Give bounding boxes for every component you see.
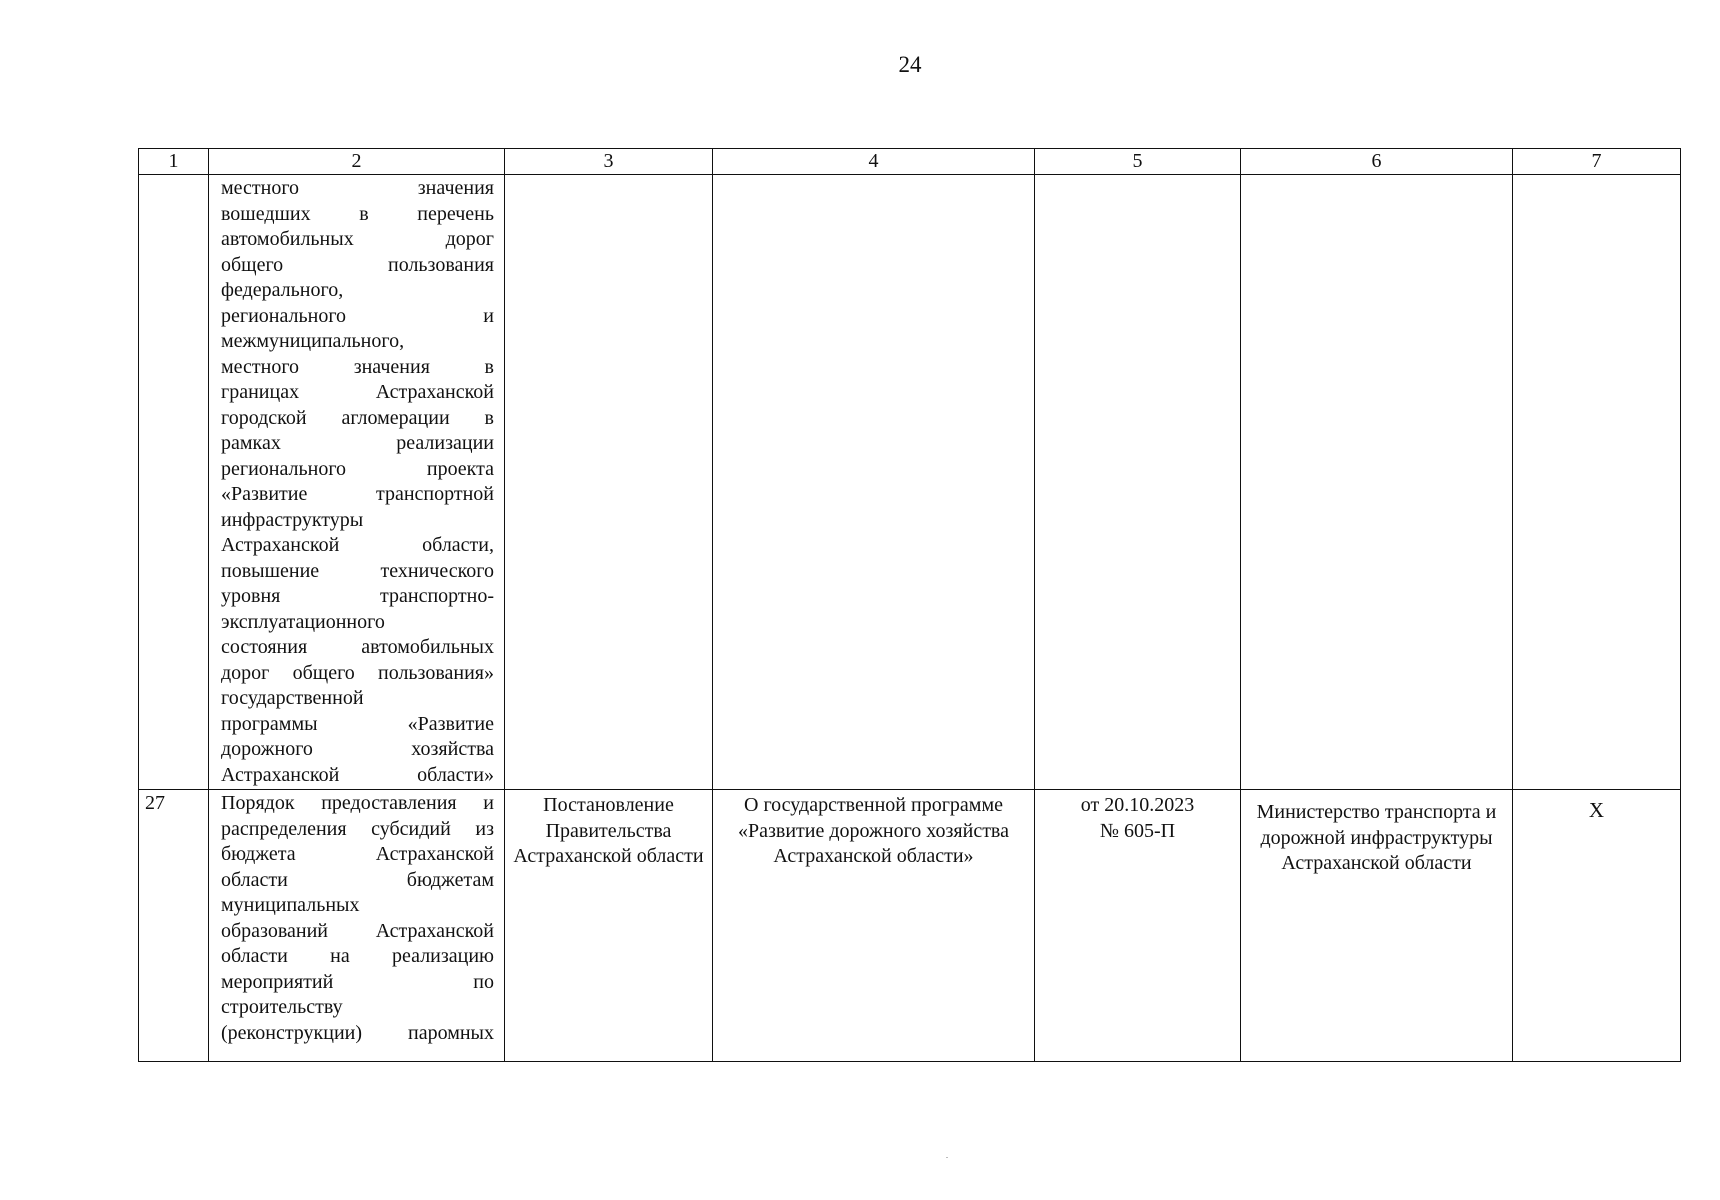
- cell-executor: Министерство транспорта и дорожной инфраструктуры Астраханской области: [1241, 790, 1513, 1062]
- description-line: (реконструкции) паромных: [221, 1021, 494, 1044]
- description-line: дорожного хозяйства: [221, 738, 494, 760]
- cell-doc-type: [505, 175, 713, 790]
- description-line: Порядок предоставления и: [221, 792, 494, 814]
- cell-doc-date: [1035, 175, 1241, 790]
- cell-mark: Х: [1513, 790, 1681, 1062]
- header-col-2: 2: [209, 149, 505, 175]
- description-line: программы «Развитие: [221, 712, 494, 735]
- header-col-3: 3: [505, 149, 713, 175]
- cell-number: [139, 175, 209, 790]
- description-line: вошедших в перечень: [221, 202, 494, 225]
- table-row-27: [139, 790, 1681, 1062]
- description-line: дорог общего пользования»: [221, 661, 494, 684]
- cell-doc-title: О государственной программе «Развитие дорожного хозяйства Астраханской области»: [713, 790, 1035, 1062]
- header-col-5: 5: [1035, 149, 1241, 175]
- description-line: автомобильных дорог: [221, 228, 494, 250]
- header-row: [139, 149, 1681, 175]
- description-line: общего пользования: [221, 253, 494, 276]
- description-line: эксплуатационного: [221, 610, 385, 633]
- table-row-continuation: [139, 175, 1681, 790]
- cell-description: [209, 175, 505, 790]
- doc-number: № 605-П: [1099, 819, 1176, 842]
- description-line: распределения субсидий из: [221, 817, 494, 840]
- description-line: местного значения в: [221, 355, 494, 378]
- document-table: [138, 148, 1681, 1062]
- scan-speck: [946, 1157, 948, 1158]
- header-col-4: 4: [713, 149, 1035, 175]
- description-line: муниципальных: [221, 894, 360, 916]
- cell-number: 27: [139, 790, 209, 1062]
- description-line: местного значения: [221, 177, 494, 199]
- description-line: границах Астраханской: [221, 381, 494, 403]
- description-line: области бюджетам: [221, 868, 494, 891]
- cell-executor: [1241, 175, 1513, 790]
- cell-description: [209, 790, 505, 1062]
- description-line: городской агломерации в: [221, 406, 494, 429]
- doc-date: от 20.10.2023: [1080, 794, 1195, 816]
- description-line: межмуниципального,: [221, 330, 405, 352]
- description-line: состояния автомобильных: [221, 636, 494, 658]
- description-line: регионального проекта: [221, 457, 494, 480]
- header-col-7: 7: [1513, 149, 1681, 175]
- cell-doc-type: Постановление Правительства Астраханской области: [505, 790, 713, 1062]
- cell-doc-date-number: [1035, 790, 1241, 1062]
- description-line: повышение технического: [221, 559, 494, 582]
- description-line: строительству: [221, 996, 343, 1018]
- cell-doc-title: [713, 175, 1035, 790]
- description-line: Астраханской области»: [221, 763, 494, 786]
- page-number: 24: [898, 52, 922, 77]
- description-line: инфраструктуры: [221, 508, 364, 531]
- description-lines: [221, 176, 494, 788]
- description-line: «Развитие транспортной: [221, 483, 494, 505]
- description-line: уровня транспортно-: [221, 585, 494, 607]
- header-col-6: 6: [1241, 149, 1513, 175]
- description-line: рамках реализации: [221, 432, 494, 454]
- description-line: образований Астраханской: [221, 919, 494, 942]
- description-line: области на реализацию: [221, 945, 494, 967]
- cell-mark: [1513, 175, 1681, 790]
- description-line: мероприятий по: [221, 970, 494, 993]
- description-line: федерального,: [221, 279, 344, 301]
- description-line: государственной: [221, 687, 364, 709]
- description-line: бюджета Астраханской: [221, 843, 494, 865]
- description-line: регионального и: [221, 304, 494, 327]
- header-col-1: 1: [139, 149, 209, 175]
- description-lines: [221, 791, 494, 1046]
- description-line: Астраханской области,: [221, 534, 494, 556]
